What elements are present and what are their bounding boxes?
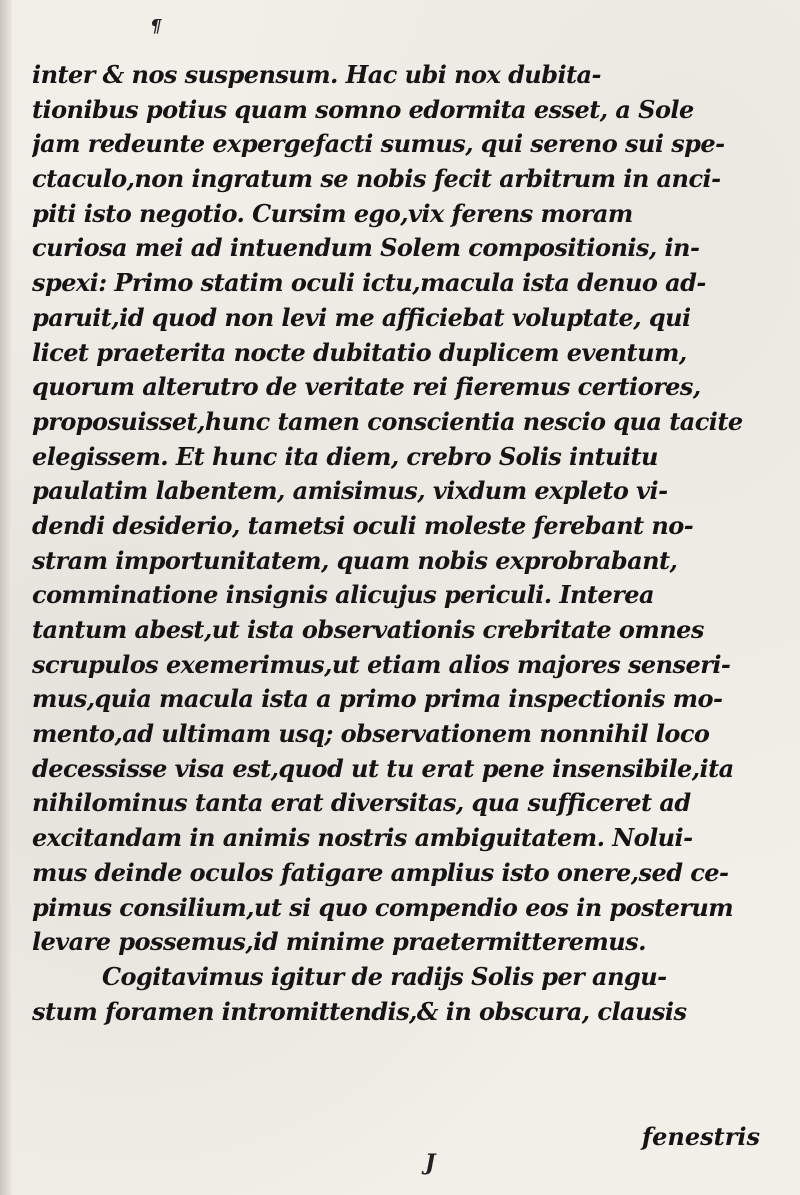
text-line: dendi desiderio, tametsi oculi moleste ferebant no- [32, 510, 694, 540]
text-line: piti isto negotio. Cursim ego,vix ferens moram [32, 198, 633, 228]
text-line: quorum alterutro de veritate rei fieremus certiores, [32, 372, 701, 402]
text-line: stum foramen intromittendis,& in obscura, clausis [32, 996, 687, 1026]
header-mark: ¶ [150, 16, 162, 37]
text-line: nihilominus tanta erat diversitas, qua sufficeret ad [32, 788, 691, 818]
text-line: tantum abest,ut ista observationis crebritate omnes [32, 615, 704, 644]
text-line: paruit,id quod non levi me afficiebat voluptate, qui [32, 302, 691, 332]
text-line: scrupulos exemerimus,ut etiam alios majores senseri- [32, 649, 731, 679]
signature-mark: J [425, 1150, 436, 1176]
text-line: comminatione insignis alicujus periculi. Interea [32, 580, 654, 610]
text-line: spexi: Primo statim oculi ictu,macula ista denuo ad- [32, 268, 706, 298]
text-line: ctaculo,non ingratum se nobis fecit arbitrum in anci- [32, 164, 721, 194]
text-line: levare possemus,id minime praetermitteremus. [32, 927, 646, 957]
text-line: curiosa mei ad intuendum Solem compositionis, in- [32, 233, 700, 263]
text-line: jam redeunte expergefacti sumus, qui sereno sui spe- [32, 129, 725, 159]
text-line: mento,ad ultimam usq; observationem nonnihil loco [32, 719, 710, 749]
text-line: mus,quia macula ista a primo prima inspectionis mo- [32, 684, 723, 714]
text-line: mus deinde oculos fatigare amplius isto onere,sed ce- [32, 857, 729, 887]
text-line: decessisse visa est,quod ut tu erat pene insensibile,ita [32, 753, 734, 783]
text-line: stram importunitatem, quam nobis exprobrabant, [32, 545, 678, 575]
text-line: licet praeterita nocte dubitatio duplicem eventum, [32, 337, 687, 367]
text-line: Cogitavimus igitur de radijs Solis per angu- [102, 961, 667, 991]
text-line: tionibus potius quam somno edormita esset, a Sole [32, 94, 694, 124]
text-line: excitandam in animis nostris ambiguitatem. Nolui- [32, 823, 693, 853]
catchword: fenestris [641, 1122, 760, 1151]
page-gutter [0, 0, 12, 1195]
body-text [32, 58, 772, 1029]
text-line: inter & nos suspensum. Hac ubi nox dubita- [32, 60, 601, 89]
text-line: pimus consilium,ut si quo compendio eos in posterum [32, 892, 734, 922]
text-line: proposuisset,hunc tamen conscientia nescio qua tacite [32, 406, 743, 436]
text-line: elegissem. Et hunc ita diem, crebro Solis intuitu [32, 441, 658, 471]
text-line: paulatim labentem, amisimus, vixdum expleto vi- [32, 476, 668, 506]
